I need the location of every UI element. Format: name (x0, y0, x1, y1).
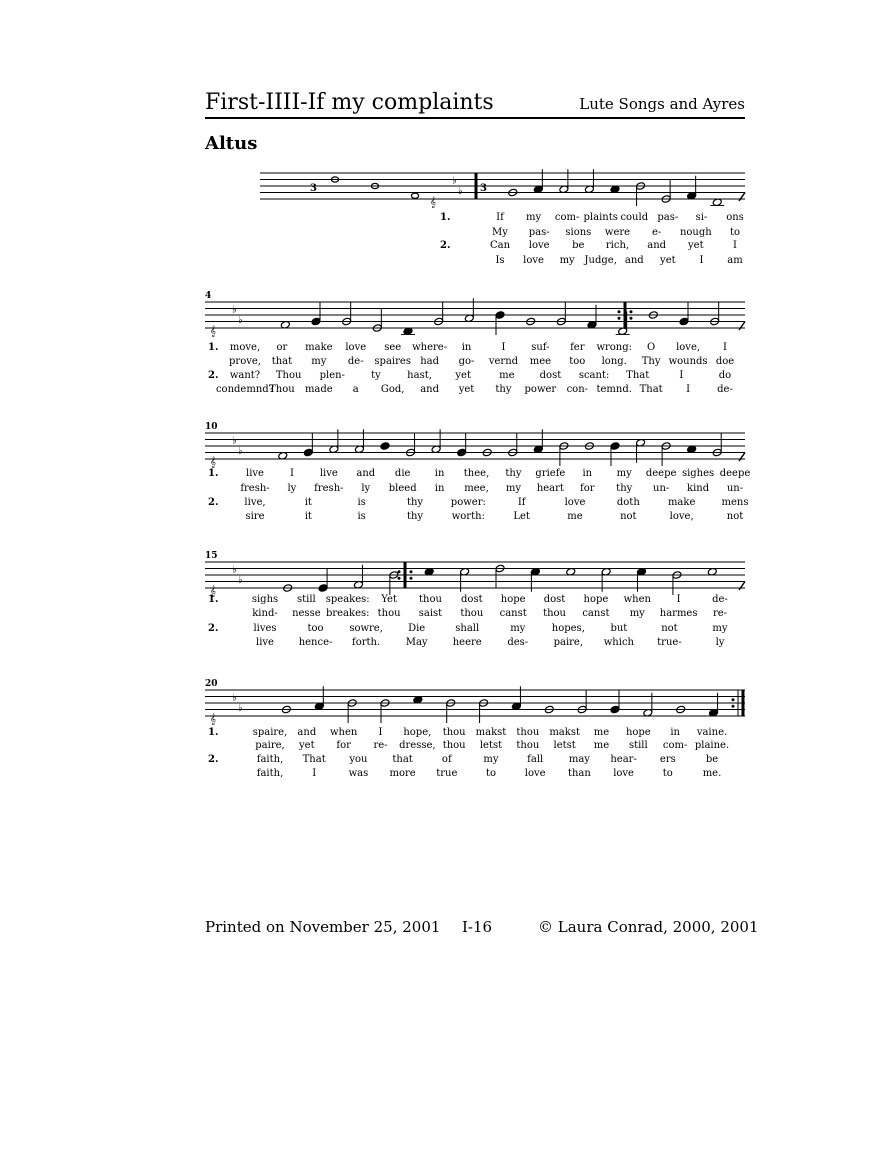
lyric-syllable: ers (659, 754, 676, 765)
lyric-syllable: Die (408, 623, 426, 634)
lyric-syllable: plen- (319, 370, 345, 381)
note-head (311, 317, 321, 326)
lyric-syllable: you (349, 754, 368, 765)
flat-icon: ♭ (238, 574, 243, 586)
lyric-syllable: true (436, 768, 458, 779)
repeat-dot (630, 310, 633, 313)
time-signature: 3 (310, 183, 317, 194)
lyric-syllable: I (733, 240, 737, 251)
lyric-syllable: If (517, 497, 526, 508)
lyric-syllable: I (378, 727, 383, 738)
treble-clef-icon: 𝄞 (210, 586, 216, 597)
lyric-syllable: too (307, 623, 324, 634)
lyric-syllable: canst (582, 608, 610, 619)
lyric-syllable: may (568, 754, 590, 765)
lyric-syllable: Thou (269, 384, 295, 395)
lyric-syllable: be (572, 240, 585, 251)
lyric-syllable: too (569, 356, 586, 367)
lyric-syllable: fall (527, 754, 544, 765)
lyric-syllable: my (526, 212, 542, 223)
lyric-syllable: dost (543, 594, 566, 605)
treble-clef-icon: 𝄞 (210, 326, 216, 337)
lyric-syllable: a (352, 384, 359, 395)
lyric-syllable: mens (721, 497, 749, 508)
lyric-syllable: live (246, 468, 264, 479)
lyric-syllable: for (336, 740, 351, 751)
lyric-syllable: is (357, 497, 366, 508)
lyric-syllable: Can (489, 240, 511, 251)
lyric-syllable: sighs (251, 594, 279, 605)
lyric-syllable: condemnd? (215, 384, 275, 395)
lyric-syllable: in (582, 468, 593, 479)
lyric-syllable: canst (499, 608, 527, 619)
flat-icon: ♭ (238, 445, 243, 457)
lyric-syllable: griefe (535, 468, 566, 479)
treble-clef-icon: 𝄞 (210, 457, 216, 468)
lyric-syllable: live (256, 637, 274, 648)
footer-printed-date: Printed on November 25, 2001 (205, 918, 441, 936)
lyric-syllable: Thou (275, 370, 302, 381)
lyric-syllable: spaire, (252, 727, 288, 738)
lyric-syllable: con- (566, 384, 589, 395)
lyric-syllable: is (357, 511, 366, 522)
lyric-syllable: yet (455, 370, 471, 381)
flat-icon: ♭ (238, 314, 243, 326)
lyric-syllable: paire, (553, 637, 584, 648)
note-head (303, 448, 313, 457)
lyric-syllable: kind- (252, 608, 278, 619)
lyric-syllable: Let (513, 511, 530, 522)
lyric-syllable: heart (536, 483, 564, 494)
lyric-syllable: un- (726, 483, 744, 494)
repeat-dot (732, 698, 735, 701)
lyric-syllable: to (485, 768, 497, 779)
measure-number: 15 (205, 551, 218, 561)
lyric-syllable: de- (347, 356, 364, 367)
repeat-dot (732, 705, 735, 708)
lyric-syllable: bleed (388, 483, 417, 494)
lyric-syllable: pas- (657, 212, 679, 223)
lyric-syllable: and (297, 727, 317, 738)
flat-icon: ♭ (458, 185, 463, 197)
part-name: Altus (205, 133, 258, 154)
lyric-syllable: ty (371, 370, 381, 381)
note-head (495, 311, 505, 320)
repeat-dot (630, 317, 633, 320)
lyric-syllable: thou (516, 727, 540, 738)
lyric-syllable: pas- (528, 227, 550, 238)
lyric-syllable: makst (475, 727, 507, 738)
lyric-syllable: hope (625, 727, 651, 738)
lyric-syllable: were (604, 227, 631, 238)
lyric-syllable: hear- (610, 754, 637, 765)
lyric-syllable: vernd (488, 356, 519, 367)
time-signature: 3 (480, 183, 487, 194)
lyric-syllable: in (461, 342, 472, 353)
lyric-syllable: not (726, 511, 744, 522)
treble-clef-icon: 𝄞 (210, 714, 216, 725)
lyric-syllable: love (523, 255, 544, 266)
lyric-syllable: make (305, 342, 333, 353)
lyric-syllable: That (626, 370, 650, 381)
repeat-dot (618, 310, 621, 313)
lyric-syllable: vaine. (696, 727, 728, 738)
lyric-syllable: hence- (298, 637, 333, 648)
lyric-syllable: see (384, 342, 402, 353)
lyric-syllable: thou (418, 594, 442, 605)
lyric-syllable: mee (529, 356, 552, 367)
lyric-syllable: shall (455, 623, 480, 634)
lyric-syllable: paire, (255, 740, 285, 751)
lyric-syllable: still (296, 594, 316, 605)
measure-number: 10 (205, 422, 218, 432)
lyric-syllable: long. (601, 356, 627, 367)
lyric-syllable: my (559, 255, 575, 266)
lyric-syllable: heere (452, 637, 482, 648)
lyric-syllable: des- (507, 637, 529, 648)
flat-icon: ♭ (232, 435, 237, 447)
lyric-syllable: could (620, 212, 649, 223)
lyric-syllable: I (699, 255, 704, 266)
lyric-syllable: when (623, 594, 651, 605)
lyric-syllable: to (662, 768, 673, 779)
lyric-syllable: If (496, 212, 504, 223)
lyric-syllable: love (564, 497, 586, 508)
lyric-syllable: si- (695, 212, 708, 223)
note-head (380, 442, 390, 451)
lyric-syllable: want? (229, 370, 261, 381)
lyric-syllable: sions (565, 227, 592, 238)
lyric-syllable: hopes, (551, 623, 585, 634)
lyric-syllable: do (718, 370, 732, 381)
lyric-syllable: when (329, 727, 358, 738)
lyric-syllable: I (312, 768, 317, 779)
lyric-syllable: thou (460, 608, 484, 619)
repeat-dot (618, 317, 621, 320)
verse-label: 2. (208, 623, 219, 634)
lyric-syllable: temnd. (596, 384, 632, 395)
lyric-syllable: breakes: (325, 608, 370, 619)
lyric-syllable: doe (715, 356, 735, 367)
flat-icon: ♭ (232, 564, 237, 576)
lyric-syllable: worth: (451, 511, 485, 522)
lyric-syllable: harmes (659, 608, 698, 619)
flat-icon: ♭ (232, 692, 237, 704)
lyric-syllable: which (603, 637, 635, 648)
lyric-syllable: still (628, 740, 648, 751)
lyric-syllable: thou (543, 608, 567, 619)
lyric-syllable: power (524, 384, 557, 395)
verse-label: 2. (440, 240, 451, 251)
lyric-syllable: than (567, 768, 591, 779)
lyric-syllable: com- (554, 212, 580, 223)
lyric-syllable: sighes (681, 468, 715, 479)
lyric-syllable: ly (287, 483, 297, 494)
lyric-syllable: That (302, 754, 326, 765)
lyric-syllable: in (670, 727, 680, 738)
lyric-syllable: Judge, (584, 255, 617, 266)
verse-label: 2. (208, 754, 219, 765)
note-head (610, 442, 620, 451)
lyric-syllable: was (348, 768, 369, 779)
lyric-syllable: more (389, 768, 416, 779)
lyric-syllable: thou (442, 727, 466, 738)
lyric-syllable: it (304, 497, 312, 508)
lyric-syllable: love (345, 342, 367, 353)
lyric-syllable: dresse, (399, 740, 436, 751)
lyric-syllable: yet (660, 255, 676, 266)
lyric-syllable: but (610, 623, 628, 634)
lyric-syllable: com- (662, 740, 688, 751)
lyric-syllable: yet (458, 384, 475, 395)
lyric-syllable: un- (653, 483, 670, 494)
note-head (411, 193, 418, 198)
note-head (318, 584, 328, 593)
lyric-syllable: I (723, 342, 727, 353)
measure-number: 20 (205, 679, 218, 689)
lyric-syllable: thy (406, 511, 424, 522)
lyric-syllable: deepe (645, 468, 677, 479)
custos-mark (739, 193, 745, 202)
lyric-syllable: rich, (605, 240, 630, 251)
lyric-syllable: Thy (641, 356, 661, 367)
lyric-syllable: make (667, 497, 696, 508)
lyric-syllable: nough (679, 227, 712, 238)
lyric-syllable: thy (616, 483, 633, 494)
lyric-syllable: and (356, 468, 376, 479)
custos-mark (739, 582, 745, 591)
lyric-syllable: thou (377, 608, 401, 619)
lyric-syllable: hope (500, 594, 526, 605)
verse-label: 1. (440, 212, 451, 223)
lyric-syllable: in (434, 483, 445, 494)
footer-page-number: I-16 (462, 918, 493, 936)
lyric-syllable: yet (299, 740, 315, 751)
lyric-syllable: it (304, 511, 312, 522)
lyric-syllable: thy (505, 468, 522, 479)
lyric-syllable: to (729, 227, 741, 238)
verse-label: 1. (208, 342, 219, 353)
lyric-syllable: sire (245, 511, 265, 522)
lyric-syllable: I (686, 384, 691, 395)
lyric-syllable: suf- (531, 342, 550, 353)
lyric-syllable: love, (676, 342, 701, 353)
lyric-syllable: hast, (407, 370, 432, 381)
lyric-syllable: and (647, 240, 667, 251)
lyric-syllable: for (580, 483, 595, 494)
note-head (610, 705, 620, 714)
lyric-syllable: dost (461, 594, 483, 605)
lyric-syllable: and (624, 255, 644, 266)
note-head (679, 317, 689, 326)
lyric-syllable: kind (687, 483, 710, 494)
lyric-syllable: my (483, 754, 499, 765)
lyric-syllable: mee, (464, 483, 489, 494)
lyric-syllable: plaine. (694, 740, 730, 751)
lyric-syllable: scant: (578, 370, 610, 381)
lyric-syllable: prove, (229, 356, 261, 367)
lyric-syllable: letst (553, 740, 576, 751)
flat-icon: ♭ (232, 304, 237, 316)
lyric-syllable: my (505, 483, 522, 494)
repeat-dot (410, 570, 413, 573)
lyric-syllable: sowre, (349, 623, 383, 634)
repeat-dot (398, 570, 401, 573)
lyric-syllable: hope, (403, 727, 432, 738)
lyric-syllable: am (727, 255, 743, 266)
footer-copyright: © Laura Conrad, 2000, 2001 (538, 918, 759, 936)
lyric-syllable: ly (361, 483, 371, 494)
lyric-syllable: thou (442, 740, 466, 751)
lyric-syllable: ly (715, 637, 725, 648)
lyric-syllable: deepe (719, 468, 751, 479)
lyric-syllable: Is (495, 255, 505, 266)
lyric-syllable: spaires (374, 356, 411, 367)
lyric-syllable: power: (450, 497, 486, 508)
lyric-syllable: made (304, 384, 333, 395)
lyric-syllable: lives (253, 623, 277, 634)
lyric-syllable: wounds (668, 356, 708, 367)
lyric-syllable: me (593, 740, 610, 751)
lyric-syllable: God, (380, 384, 405, 395)
lyric-syllable: my (629, 608, 645, 619)
lyric-syllable: de- (712, 594, 728, 605)
lyric-syllable: faith, (256, 754, 284, 765)
lyric-syllable: e- (652, 227, 662, 238)
lyric-syllable: me (567, 511, 583, 522)
lyric-syllable: my (510, 623, 526, 634)
lyric-syllable: me (593, 727, 610, 738)
lyric-syllable: re- (712, 608, 728, 619)
lyric-syllable: Yet (381, 594, 397, 605)
lyric-syllable: thee, (463, 468, 490, 479)
lyric-syllable: plaints (583, 212, 618, 223)
custos-mark (739, 322, 745, 331)
lyric-syllable: live (319, 468, 338, 479)
lyric-syllable: That (639, 384, 663, 395)
lyric-syllable: I (676, 594, 681, 605)
lyric-syllable: O (647, 342, 656, 353)
lyric-syllable: where- (412, 342, 448, 353)
lyric-syllable: doth (616, 497, 640, 508)
lyric-syllable: I (289, 468, 294, 479)
lyric-syllable: May (405, 637, 428, 648)
lyric-syllable: thou (516, 740, 540, 751)
lyric-syllable: nesse (292, 608, 321, 619)
lyric-syllable: re- (373, 740, 388, 751)
collection-title: Lute Songs and Ayres (579, 95, 745, 113)
lyric-syllable: saist (418, 608, 443, 619)
lyric-syllable: die (394, 468, 411, 479)
lyric-syllable: I (679, 370, 684, 381)
lyric-syllable: of (441, 754, 452, 765)
lyric-syllable: that (392, 754, 413, 765)
lyric-syllable: go- (458, 356, 475, 367)
note-head (457, 448, 467, 457)
lyric-syllable: fresh- (314, 483, 344, 494)
lyric-syllable: wrong: (596, 342, 633, 353)
lyric-syllable: love (528, 240, 550, 251)
lyric-syllable: had (420, 356, 440, 367)
flat-icon: ♭ (238, 702, 243, 714)
treble-clef-icon: 𝄞 (430, 197, 436, 208)
lyric-syllable: yet (688, 240, 704, 251)
lyric-syllable: in (434, 468, 445, 479)
lyric-syllable: be (705, 754, 719, 765)
repeat-dot (398, 577, 401, 580)
lyric-syllable: faith, (256, 768, 284, 779)
lyric-syllable: my (712, 623, 728, 634)
verse-label: 1. (208, 727, 219, 738)
lyric-syllable: me (499, 370, 515, 381)
verse-label: 2. (208, 370, 219, 381)
lyric-syllable: fer (570, 342, 585, 353)
lyric-syllable: or (276, 342, 288, 353)
page-title: First-IIII-If my complaints (205, 90, 494, 115)
lyric-syllable: letst (479, 740, 503, 751)
lyric-syllable: makst (549, 727, 580, 738)
lyric-syllable: and (420, 384, 440, 395)
measure-number: 4 (205, 291, 212, 301)
lyric-syllable: live, (244, 497, 266, 508)
lyric-syllable: My (492, 227, 508, 238)
lyric-syllable: thy (406, 497, 424, 508)
verse-label: 2. (208, 497, 219, 508)
lyric-syllable: me. (702, 768, 722, 779)
lyric-syllable: love (524, 768, 546, 779)
verse-label: 1. (208, 594, 219, 605)
lyric-syllable: true- (657, 637, 682, 648)
lyric-syllable: fresh- (240, 483, 270, 494)
custos-mark (739, 453, 745, 462)
lyric-syllable: that (271, 356, 293, 367)
lyric-syllable: forth. (352, 637, 381, 648)
lyric-syllable: ons (726, 212, 744, 223)
lyric-syllable: love (613, 768, 634, 779)
lyric-syllable: move, (229, 342, 261, 353)
verse-label: 1. (208, 468, 219, 479)
lyric-syllable: love, (669, 511, 694, 522)
lyric-syllable: speakes: (325, 594, 370, 605)
lyric-syllable: de- (717, 384, 733, 395)
lyric-syllable: hope (583, 594, 609, 605)
flat-icon: ♭ (452, 175, 457, 187)
lyric-syllable: my (311, 356, 327, 367)
repeat-dot (410, 577, 413, 580)
lyric-syllable: I (501, 342, 506, 353)
lyric-syllable: dost (539, 370, 562, 381)
lyric-syllable: not (620, 511, 637, 522)
lyric-syllable: thy (495, 384, 512, 395)
lyric-syllable: my (616, 468, 632, 479)
lyric-syllable: not (661, 623, 678, 634)
